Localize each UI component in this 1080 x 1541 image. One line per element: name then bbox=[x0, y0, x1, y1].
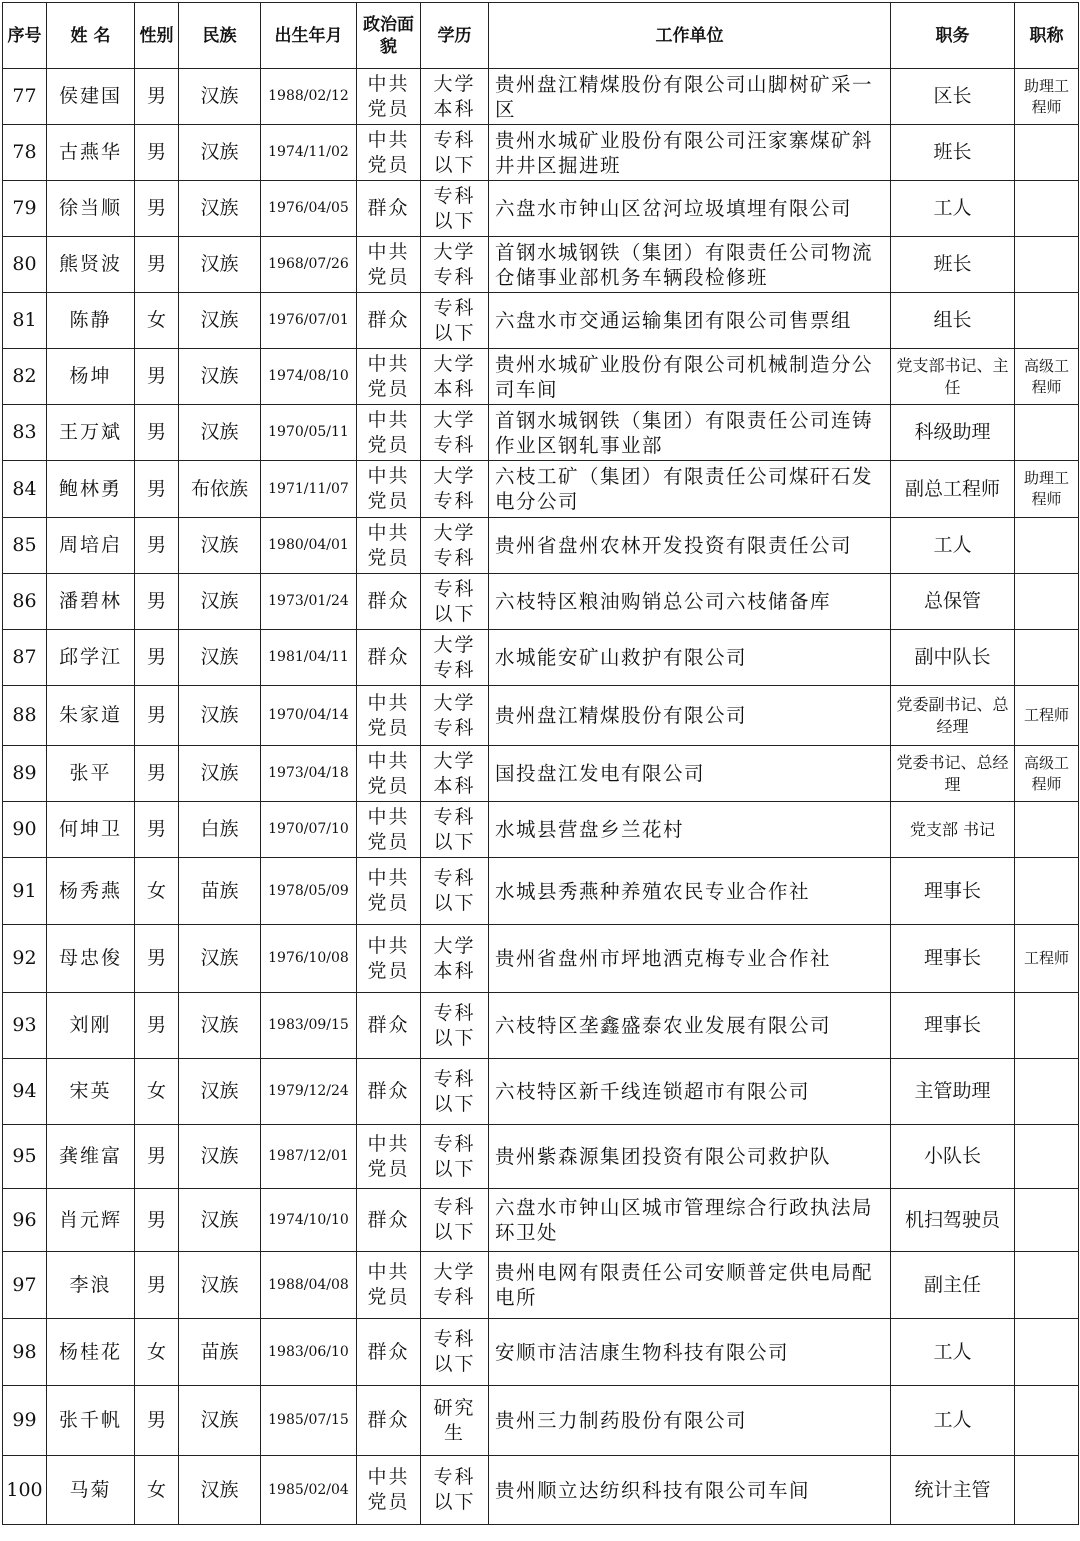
education: 研究生 bbox=[421, 1386, 489, 1456]
row-number: 78 bbox=[3, 125, 47, 181]
gender: 男 bbox=[135, 1386, 179, 1456]
ethnicity: 汉族 bbox=[179, 925, 261, 993]
education: 大学专科 bbox=[421, 686, 489, 746]
professional-title bbox=[1015, 630, 1079, 686]
duty: 区长 bbox=[891, 69, 1015, 125]
work-unit: 六盘水市交通运输集团有限公司售票组 bbox=[489, 293, 891, 349]
professional-title bbox=[1015, 1189, 1079, 1252]
gender: 男 bbox=[135, 802, 179, 858]
person-name: 鲍林勇 bbox=[47, 461, 135, 518]
ethnicity: 汉族 bbox=[179, 746, 261, 802]
row-number: 97 bbox=[3, 1252, 47, 1319]
row-number: 96 bbox=[3, 1189, 47, 1252]
work-unit: 贵州电网有限责任公司安顺普定供电局配电所 bbox=[489, 1252, 891, 1319]
header-birth: 出生年月 bbox=[261, 3, 357, 69]
education: 专科以下 bbox=[421, 293, 489, 349]
ethnicity: 汉族 bbox=[179, 181, 261, 237]
professional-title bbox=[1015, 1125, 1079, 1189]
ethnicity: 汉族 bbox=[179, 1386, 261, 1456]
birth-date: 1976/04/05 bbox=[261, 181, 357, 237]
table-row bbox=[3, 125, 1079, 181]
table-row bbox=[3, 405, 1079, 461]
professional-title: 助理工程师 bbox=[1015, 461, 1079, 518]
duty: 小队长 bbox=[891, 1125, 1015, 1189]
row-number: 91 bbox=[3, 858, 47, 925]
ethnicity: 汉族 bbox=[179, 686, 261, 746]
work-unit: 贵州盘江精煤股份有限公司 bbox=[489, 686, 891, 746]
political-status: 群众 bbox=[357, 1059, 421, 1125]
birth-date: 1973/04/18 bbox=[261, 746, 357, 802]
gender: 男 bbox=[135, 1252, 179, 1319]
ethnicity: 汉族 bbox=[179, 1456, 261, 1525]
professional-title: 助理工程师 bbox=[1015, 69, 1079, 125]
education: 专科以下 bbox=[421, 1059, 489, 1125]
table-row bbox=[3, 1386, 1079, 1456]
duty: 理事长 bbox=[891, 858, 1015, 925]
professional-title bbox=[1015, 1319, 1079, 1386]
professional-title bbox=[1015, 1252, 1079, 1319]
gender: 女 bbox=[135, 1059, 179, 1125]
table-row bbox=[3, 802, 1079, 858]
birth-date: 1974/11/02 bbox=[261, 125, 357, 181]
work-unit: 贵州水城矿业股份有限公司汪家寨煤矿斜井井区掘进班 bbox=[489, 125, 891, 181]
political-status: 中共党员 bbox=[357, 925, 421, 993]
duty: 党支部书记、主任 bbox=[891, 349, 1015, 405]
table-row bbox=[3, 993, 1079, 1059]
gender: 男 bbox=[135, 349, 179, 405]
table-row bbox=[3, 181, 1079, 237]
table-row bbox=[3, 69, 1079, 125]
person-name: 杨坤 bbox=[47, 349, 135, 405]
table-row bbox=[3, 1059, 1079, 1125]
ethnicity: 汉族 bbox=[179, 518, 261, 574]
professional-title: 高级工程师 bbox=[1015, 746, 1079, 802]
political-status: 中共党员 bbox=[357, 1125, 421, 1189]
political-status: 中共党员 bbox=[357, 349, 421, 405]
row-number: 98 bbox=[3, 1319, 47, 1386]
birth-date: 1970/07/10 bbox=[261, 802, 357, 858]
gender: 男 bbox=[135, 125, 179, 181]
ethnicity: 汉族 bbox=[179, 993, 261, 1059]
education: 大学本科 bbox=[421, 925, 489, 993]
duty: 主管助理 bbox=[891, 1059, 1015, 1125]
duty: 副总工程师 bbox=[891, 461, 1015, 518]
work-unit: 贵州盘江精煤股份有限公司山脚树矿采一区 bbox=[489, 69, 891, 125]
birth-date: 1973/01/24 bbox=[261, 574, 357, 630]
work-unit: 国投盘江发电有限公司 bbox=[489, 746, 891, 802]
table-row bbox=[3, 1125, 1079, 1189]
row-number: 89 bbox=[3, 746, 47, 802]
ethnicity: 汉族 bbox=[179, 69, 261, 125]
birth-date: 1974/10/10 bbox=[261, 1189, 357, 1252]
header-sex: 性别 bbox=[135, 3, 179, 69]
ethnicity: 汉族 bbox=[179, 349, 261, 405]
political-status: 群众 bbox=[357, 1189, 421, 1252]
professional-title bbox=[1015, 1386, 1079, 1456]
education: 专科以下 bbox=[421, 574, 489, 630]
duty: 机扫驾驶员 bbox=[891, 1189, 1015, 1252]
gender: 女 bbox=[135, 293, 179, 349]
duty: 统计主管 bbox=[891, 1456, 1015, 1525]
gender: 男 bbox=[135, 518, 179, 574]
row-number: 80 bbox=[3, 237, 47, 293]
gender: 女 bbox=[135, 858, 179, 925]
work-unit: 六枝特区新千线连锁超市有限公司 bbox=[489, 1059, 891, 1125]
table-row bbox=[3, 1189, 1079, 1252]
work-unit: 六枝特区粮油购销总公司六枝储备库 bbox=[489, 574, 891, 630]
education: 专科以下 bbox=[421, 802, 489, 858]
duty: 理事长 bbox=[891, 925, 1015, 993]
row-number: 100 bbox=[3, 1456, 47, 1525]
ethnicity: 汉族 bbox=[179, 125, 261, 181]
political-status: 中共党员 bbox=[357, 802, 421, 858]
table-row bbox=[3, 630, 1079, 686]
header-no: 序号 bbox=[3, 3, 47, 69]
birth-date: 1988/02/12 bbox=[261, 69, 357, 125]
education: 专科以下 bbox=[421, 1125, 489, 1189]
birth-date: 1978/05/09 bbox=[261, 858, 357, 925]
header-political: 政治面貌 bbox=[357, 3, 421, 69]
person-name: 宋英 bbox=[47, 1059, 135, 1125]
professional-title: 工程师 bbox=[1015, 686, 1079, 746]
row-number: 90 bbox=[3, 802, 47, 858]
birth-date: 1979/12/24 bbox=[261, 1059, 357, 1125]
political-status: 中共党员 bbox=[357, 405, 421, 461]
row-number: 92 bbox=[3, 925, 47, 993]
birth-date: 1983/06/10 bbox=[261, 1319, 357, 1386]
professional-title: 工程师 bbox=[1015, 925, 1079, 993]
political-status: 群众 bbox=[357, 574, 421, 630]
person-name: 朱家道 bbox=[47, 686, 135, 746]
row-number: 85 bbox=[3, 518, 47, 574]
political-status: 群众 bbox=[357, 630, 421, 686]
gender: 女 bbox=[135, 1319, 179, 1386]
political-status: 中共党员 bbox=[357, 1456, 421, 1525]
header-duty: 职务 bbox=[891, 3, 1015, 69]
education: 大学专科 bbox=[421, 1252, 489, 1319]
political-status: 群众 bbox=[357, 1319, 421, 1386]
person-name: 徐当顺 bbox=[47, 181, 135, 237]
row-number: 87 bbox=[3, 630, 47, 686]
table-row bbox=[3, 518, 1079, 574]
row-number: 88 bbox=[3, 686, 47, 746]
person-name: 陈静 bbox=[47, 293, 135, 349]
birth-date: 1985/07/15 bbox=[261, 1386, 357, 1456]
duty: 党委副书记、总经理 bbox=[891, 686, 1015, 746]
person-name: 张平 bbox=[47, 746, 135, 802]
duty: 班长 bbox=[891, 125, 1015, 181]
person-name: 刘刚 bbox=[47, 993, 135, 1059]
header-row bbox=[3, 3, 1079, 69]
gender: 男 bbox=[135, 1125, 179, 1189]
ethnicity: 汉族 bbox=[179, 574, 261, 630]
ethnicity: 苗族 bbox=[179, 858, 261, 925]
gender: 男 bbox=[135, 686, 179, 746]
work-unit: 首钢水城钢铁（集团）有限责任公司物流仓储事业部机务车辆段检修班 bbox=[489, 237, 891, 293]
table-row bbox=[3, 1319, 1079, 1386]
birth-date: 1976/10/08 bbox=[261, 925, 357, 993]
duty: 组长 bbox=[891, 293, 1015, 349]
political-status: 群众 bbox=[357, 1386, 421, 1456]
row-number: 95 bbox=[3, 1125, 47, 1189]
ethnicity: 汉族 bbox=[179, 1252, 261, 1319]
professional-title bbox=[1015, 1456, 1079, 1525]
ethnicity: 汉族 bbox=[179, 1189, 261, 1252]
education: 大学本科 bbox=[421, 349, 489, 405]
header-nation: 民族 bbox=[179, 3, 261, 69]
header-name: 姓 名 bbox=[47, 3, 135, 69]
education: 大学专科 bbox=[421, 518, 489, 574]
gender: 男 bbox=[135, 993, 179, 1059]
roster-table bbox=[2, 2, 1079, 1525]
gender: 男 bbox=[135, 925, 179, 993]
duty: 工人 bbox=[891, 518, 1015, 574]
work-unit: 贵州省盘州市坪地洒克梅专业合作社 bbox=[489, 925, 891, 993]
duty: 工人 bbox=[891, 181, 1015, 237]
table-row bbox=[3, 237, 1079, 293]
duty: 班长 bbox=[891, 237, 1015, 293]
header-work-unit: 工作单位 bbox=[489, 3, 891, 69]
education: 专科以下 bbox=[421, 1319, 489, 1386]
work-unit: 贵州紫森源集团投资有限公司救护队 bbox=[489, 1125, 891, 1189]
birth-date: 1981/04/11 bbox=[261, 630, 357, 686]
work-unit: 贵州顺立达纺织科技有限公司车间 bbox=[489, 1456, 891, 1525]
person-name: 龚维富 bbox=[47, 1125, 135, 1189]
work-unit: 六枝特区垄鑫盛泰农业发展有限公司 bbox=[489, 993, 891, 1059]
table-row bbox=[3, 293, 1079, 349]
education: 大学本科 bbox=[421, 69, 489, 125]
political-status: 中共党员 bbox=[357, 518, 421, 574]
duty: 工人 bbox=[891, 1319, 1015, 1386]
professional-title bbox=[1015, 574, 1079, 630]
table-row bbox=[3, 349, 1079, 405]
ethnicity: 布依族 bbox=[179, 461, 261, 518]
ethnicity: 汉族 bbox=[179, 405, 261, 461]
professional-title bbox=[1015, 993, 1079, 1059]
birth-date: 1976/07/01 bbox=[261, 293, 357, 349]
duty: 副中队长 bbox=[891, 630, 1015, 686]
political-status: 中共党员 bbox=[357, 686, 421, 746]
ethnicity: 汉族 bbox=[179, 630, 261, 686]
gender: 男 bbox=[135, 237, 179, 293]
duty: 工人 bbox=[891, 1386, 1015, 1456]
person-name: 邱学江 bbox=[47, 630, 135, 686]
education: 专科以下 bbox=[421, 1189, 489, 1252]
table-row bbox=[3, 686, 1079, 746]
ethnicity: 汉族 bbox=[179, 1125, 261, 1189]
header-title: 职称 bbox=[1015, 3, 1079, 69]
professional-title bbox=[1015, 181, 1079, 237]
education: 大学专科 bbox=[421, 237, 489, 293]
birth-date: 1970/05/11 bbox=[261, 405, 357, 461]
professional-title bbox=[1015, 858, 1079, 925]
work-unit: 水城县秀燕种养殖农民专业合作社 bbox=[489, 858, 891, 925]
gender: 男 bbox=[135, 181, 179, 237]
person-name: 周培启 bbox=[47, 518, 135, 574]
education: 专科以下 bbox=[421, 181, 489, 237]
political-status: 中共党员 bbox=[357, 69, 421, 125]
education: 专科以下 bbox=[421, 858, 489, 925]
political-status: 群众 bbox=[357, 293, 421, 349]
professional-title bbox=[1015, 293, 1079, 349]
person-name: 母忠俊 bbox=[47, 925, 135, 993]
gender: 男 bbox=[135, 630, 179, 686]
duty: 党委书记、总经理 bbox=[891, 746, 1015, 802]
table-row bbox=[3, 1456, 1079, 1525]
person-name: 杨秀燕 bbox=[47, 858, 135, 925]
ethnicity: 苗族 bbox=[179, 1319, 261, 1386]
political-status: 中共党员 bbox=[357, 1252, 421, 1319]
professional-title bbox=[1015, 405, 1079, 461]
professional-title bbox=[1015, 802, 1079, 858]
education: 大学本科 bbox=[421, 746, 489, 802]
professional-title bbox=[1015, 237, 1079, 293]
birth-date: 1987/12/01 bbox=[261, 1125, 357, 1189]
political-status: 中共党员 bbox=[357, 237, 421, 293]
table-row bbox=[3, 925, 1079, 993]
duty: 副主任 bbox=[891, 1252, 1015, 1319]
work-unit: 贵州水城矿业股份有限公司机械制造分公司车间 bbox=[489, 349, 891, 405]
education: 专科以下 bbox=[421, 125, 489, 181]
duty: 理事长 bbox=[891, 993, 1015, 1059]
political-status: 中共党员 bbox=[357, 858, 421, 925]
political-status: 中共党员 bbox=[357, 461, 421, 518]
ethnicity: 白族 bbox=[179, 802, 261, 858]
birth-date: 1974/08/10 bbox=[261, 349, 357, 405]
gender: 男 bbox=[135, 1189, 179, 1252]
row-number: 82 bbox=[3, 349, 47, 405]
gender: 男 bbox=[135, 746, 179, 802]
political-status: 中共党员 bbox=[357, 125, 421, 181]
person-name: 杨桂花 bbox=[47, 1319, 135, 1386]
political-status: 中共党员 bbox=[357, 746, 421, 802]
duty: 党支部 书记 bbox=[891, 802, 1015, 858]
person-name: 王万斌 bbox=[47, 405, 135, 461]
education: 大学专科 bbox=[421, 461, 489, 518]
table-row bbox=[3, 574, 1079, 630]
table-row bbox=[3, 858, 1079, 925]
person-name: 肖元辉 bbox=[47, 1189, 135, 1252]
education: 大学专科 bbox=[421, 630, 489, 686]
person-name: 张千帆 bbox=[47, 1386, 135, 1456]
work-unit: 贵州三力制药股份有限公司 bbox=[489, 1386, 891, 1456]
gender: 男 bbox=[135, 574, 179, 630]
professional-title bbox=[1015, 518, 1079, 574]
row-number: 99 bbox=[3, 1386, 47, 1456]
person-name: 潘碧林 bbox=[47, 574, 135, 630]
birth-date: 1985/02/04 bbox=[261, 1456, 357, 1525]
education: 专科以下 bbox=[421, 1456, 489, 1525]
person-name: 何坤卫 bbox=[47, 802, 135, 858]
ethnicity: 汉族 bbox=[179, 293, 261, 349]
person-name: 李浪 bbox=[47, 1252, 135, 1319]
political-status: 群众 bbox=[357, 181, 421, 237]
work-unit: 首钢水城钢铁（集团）有限责任公司连铸作业区钢轧事业部 bbox=[489, 405, 891, 461]
header-education: 学历 bbox=[421, 3, 489, 69]
professional-title bbox=[1015, 1059, 1079, 1125]
professional-title bbox=[1015, 125, 1079, 181]
political-status: 群众 bbox=[357, 993, 421, 1059]
table-row bbox=[3, 746, 1079, 802]
person-name: 侯建国 bbox=[47, 69, 135, 125]
birth-date: 1983/09/15 bbox=[261, 993, 357, 1059]
row-number: 77 bbox=[3, 69, 47, 125]
work-unit: 水城县营盘乡兰花村 bbox=[489, 802, 891, 858]
gender: 女 bbox=[135, 1456, 179, 1525]
work-unit: 六枝工矿（集团）有限责任公司煤矸石发电分公司 bbox=[489, 461, 891, 518]
birth-date: 1971/11/07 bbox=[261, 461, 357, 518]
work-unit: 安顺市洁洁康生物科技有限公司 bbox=[489, 1319, 891, 1386]
row-number: 84 bbox=[3, 461, 47, 518]
table-row bbox=[3, 1252, 1079, 1319]
row-number: 83 bbox=[3, 405, 47, 461]
duty: 科级助理 bbox=[891, 405, 1015, 461]
person-name: 熊贤波 bbox=[47, 237, 135, 293]
gender: 男 bbox=[135, 405, 179, 461]
birth-date: 1968/07/26 bbox=[261, 237, 357, 293]
row-number: 81 bbox=[3, 293, 47, 349]
ethnicity: 汉族 bbox=[179, 237, 261, 293]
education: 大学专科 bbox=[421, 405, 489, 461]
row-number: 86 bbox=[3, 574, 47, 630]
row-number: 79 bbox=[3, 181, 47, 237]
birth-date: 1980/04/01 bbox=[261, 518, 357, 574]
work-unit: 贵州省盘州农林开发投资有限责任公司 bbox=[489, 518, 891, 574]
education: 专科以下 bbox=[421, 993, 489, 1059]
birth-date: 1970/04/14 bbox=[261, 686, 357, 746]
duty: 总保管 bbox=[891, 574, 1015, 630]
person-name: 古燕华 bbox=[47, 125, 135, 181]
gender: 男 bbox=[135, 69, 179, 125]
table-row bbox=[3, 461, 1079, 518]
row-number: 94 bbox=[3, 1059, 47, 1125]
row-number: 93 bbox=[3, 993, 47, 1059]
ethnicity: 汉族 bbox=[179, 1059, 261, 1125]
work-unit: 六盘水市钟山区岔河垃圾填埋有限公司 bbox=[489, 181, 891, 237]
professional-title: 高级工程师 bbox=[1015, 349, 1079, 405]
work-unit: 六盘水市钟山区城市管理综合行政执法局环卫处 bbox=[489, 1189, 891, 1252]
work-unit: 水城能安矿山救护有限公司 bbox=[489, 630, 891, 686]
birth-date: 1988/04/08 bbox=[261, 1252, 357, 1319]
person-name: 马菊 bbox=[47, 1456, 135, 1525]
gender: 男 bbox=[135, 461, 179, 518]
